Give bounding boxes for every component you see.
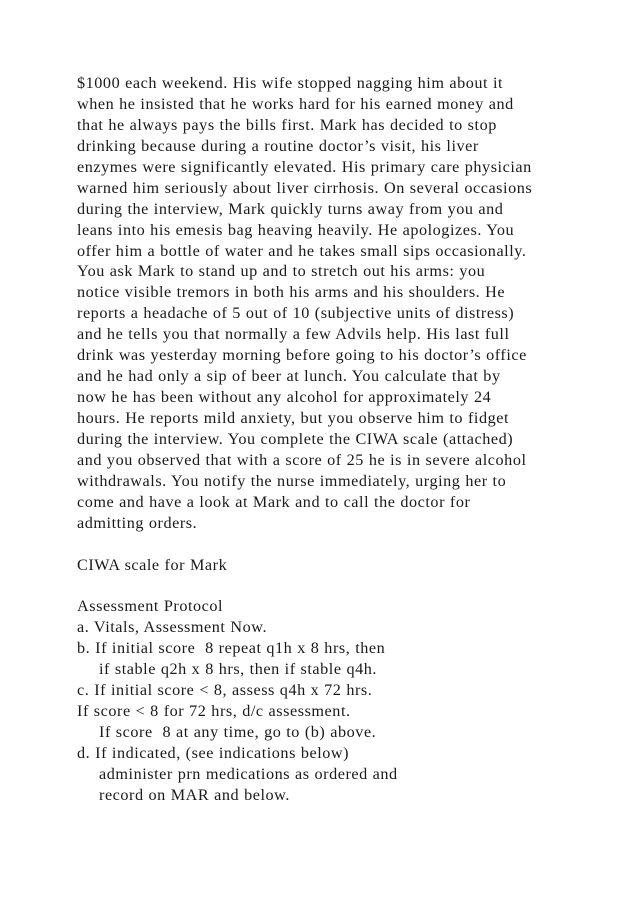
paragraph-line: during the interview, Mark quickly turns away from you and [77,199,504,218]
paragraph-line: and he had only a sip of beer at lunch. You calculate that by [77,367,501,386]
case-paragraph [77,73,617,534]
paragraph-line: notice visible tremors in both his arms and his shoulders. He [77,283,506,302]
protocol-item-b-line-2: if stable q2h x 8 hrs, then if stable q4h. [99,660,378,679]
protocol-item-d-line-1: d. If indicated, (see indications below) [77,744,350,762]
protocol-item-c-line-1: c. If initial score < 8, assess q4h x 72 hrs. [77,681,373,700]
paragraph-line: that he always pays the bills first. Mark has decided to stop [77,115,497,134]
document-body [77,73,617,806]
protocol-heading: Assessment Protocol [77,597,224,616]
paragraph-line: come and have a look at Mark and to call the doctor for [77,492,471,511]
protocol-item-c-line-2: If score < 8 for 72 hrs, d/c assessment. [77,702,351,721]
protocol-item-d-line-2: administer prn medications as ordered and [99,764,398,783]
paragraph-line: now he has been without any alcohol for approximately 24 [77,388,492,407]
paragraph-line: warned him seriously about liver cirrhosis. On several occasions [77,178,533,197]
paragraph-line: and you observed that with a score of 25 he is in severe alcohol [77,450,527,469]
paragraph-line: during the interview. You complete the CIWA scale (attached) [77,429,514,448]
paragraph-line: reports a headache of 5 out of 10 (subjective units of distress) [77,304,515,323]
paragraph-line: enzymes were significantly elevated. His primary care physician [77,157,532,176]
paragraph-line: drinking because during a routine doctor’s visit, his liver [77,136,479,155]
paragraph-line: drink was yesterday morning before going to his doctor’s office [77,346,527,365]
paragraph-line: leans into his emesis bag heaving heavily. He apologizes. You [77,220,515,239]
paragraph-line: hours. He reports mild anxiety, but you observe him to fidget [77,409,510,427]
paragraph-line: admitting orders. [77,513,198,532]
paragraph-line: withdrawals. You notify the nurse immediately, urging her to [77,471,507,490]
paragraph-line: and he tells you that normally a few Advils help. His last full [77,325,510,344]
protocol-item-d-line-3: record on MAR and below. [99,785,290,804]
protocol-item-b-line-1: b. If initial score 8 repeat q1h x 8 hrs, then [77,639,386,658]
spacer [77,534,617,555]
spacer [77,576,617,597]
paragraph-line: $1000 each weekend. His wife stopped nagging him about it [77,74,504,92]
protocol-item-a: a. Vitals, Assessment Now. [77,618,268,637]
paragraph-line: You ask Mark to stand up and to stretch out his arms: you [77,262,486,281]
ciwa-heading: CIWA scale for Mark [77,555,228,574]
paragraph-line: offer him a bottle of water and he takes small sips occasionally. [77,241,527,260]
protocol-item-c-line-3: If score 8 at any time, go to (b) above. [99,723,377,742]
paragraph-line: when he insisted that he works hard for his earned money and [77,94,514,113]
